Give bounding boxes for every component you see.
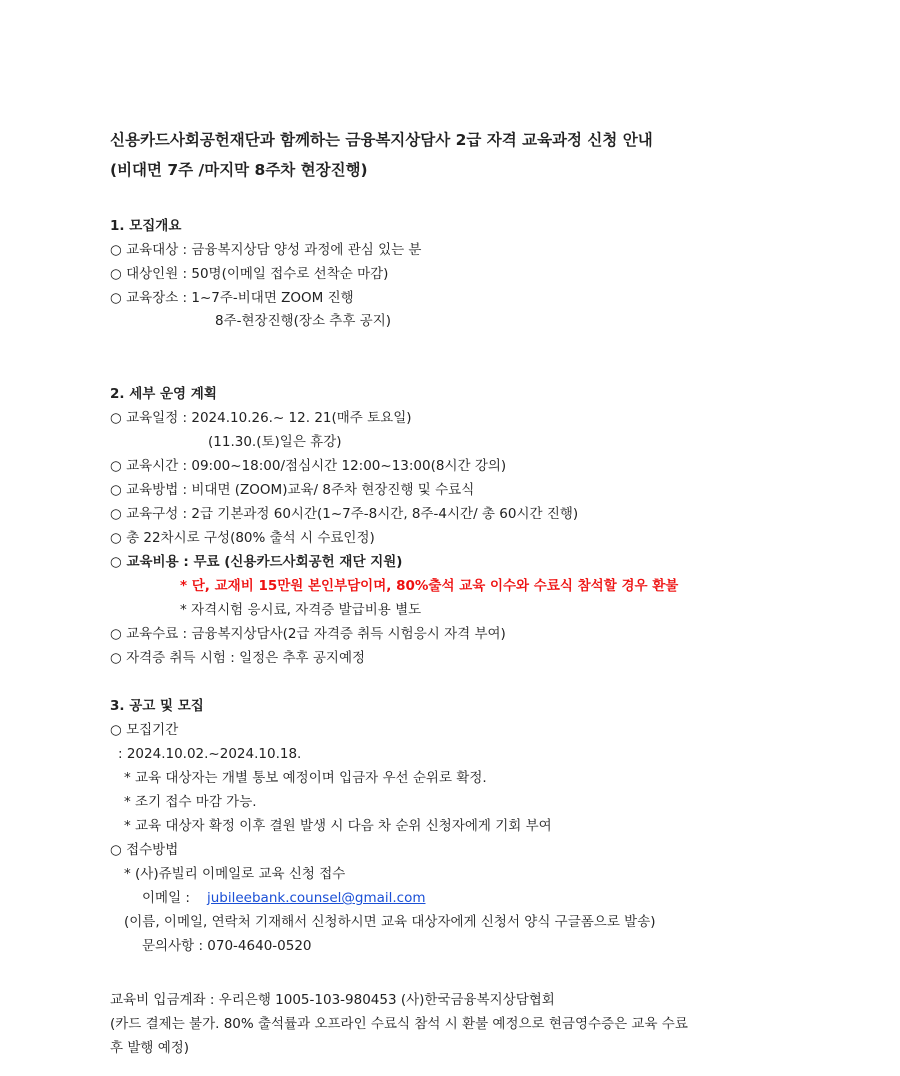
overview-location-week8: 8주-현장진행(장소 추후 공지) [215,313,392,329]
section-heading-overview: 1. 모집개요 [110,218,182,234]
section-heading-recruit: 3. 공고 및 모집 [110,698,204,714]
plan-schedule: ○ 교육일정 : 2024.10.26.~ 12. 21(매주 토요일) [110,410,412,426]
recruit-note-early-close: * 조기 접수 마감 가능. [124,794,257,810]
overview-capacity: ○ 대상인원 : 50명(이메일 접수로 선착순 마감) [110,266,389,282]
apply-method-label: ○ 접수방법 [110,842,179,858]
payment-note-cont: 후 발행 예정) [110,1040,190,1056]
plan-sessions: ○ 총 22차시로 구성(80% 출석 시 수료인정) [110,530,375,546]
recruit-note-vacancy: * 교육 대상자 확정 이후 결원 발생 시 다음 차 순위 신청자에게 기회 부여 [124,818,552,834]
apply-method-email-note: * (사)쥬빌리 이메일로 교육 신청 접수 [124,866,346,882]
plan-cost: ○ 교육비용 : 무료 (신용카드사회공헌 재단 지원) [110,554,403,570]
plan-structure: ○ 교육구성 : 2급 기본과정 60시간(1~7주-8시간, 8주-4시간/ 총 60시간 진행) [110,506,579,522]
overview-target: ○ 교육대상 : 금융복지상담 양성 과정에 관심 있는 분 [110,242,422,258]
recruit-period-label: ○ 모집기간 [110,722,179,738]
plan-cost-refund-note: * 단, 교재비 15만원 본인부담이며, 80%출석 교육 이수와 수료식 참석할 경우 환불 [180,578,679,594]
overview-location: ○ 교육장소 : 1~7주-비대면 ZOOM 진행 [110,290,354,306]
payment-note: (카드 결제는 불가. 80% 출석률과 오프라인 수료식 참석 시 환불 예정으로 현금영수증은 교육 수료 [110,1016,688,1032]
plan-exam: ○ 자격증 취득 시험 : 일정은 추후 공지예정 [110,650,366,666]
section-heading-plan: 2. 세부 운영 계획 [110,386,217,402]
payment-account: 교육비 입금계좌 : 우리은행 1005-103-980453 (사)한국금융복지상담협회 [110,992,555,1008]
apply-email-label: 이메일 : [142,890,190,906]
recruit-period-dates: : 2024.10.02.~2024.10.18. [118,746,302,762]
apply-email-link[interactable]: jubileebank.counsel@gmail.com [207,890,426,906]
plan-completion: ○ 교육수료 : 금융복지상담사(2급 자격증 취득 시험응시 자격 부여) [110,626,506,642]
recruit-note-selection: * 교육 대상자는 개별 통보 예정이며 입금자 우선 순위로 확정. [124,770,487,786]
document-title: 신용카드사회공헌재단과 함께하는 금융복지상담사 2급 자격 교육과정 신청 안내 [110,131,653,149]
contact-phone: 문의사항 : 070-4640-0520 [142,938,312,954]
plan-method: ○ 교육방법 : 비대면 (ZOOM)교육/ 8주차 현장진행 및 수료식 [110,482,475,498]
apply-instructions: (이름, 이메일, 연락처 기재해서 신청하시면 교육 대상자에게 신청서 양식 구글폼으로 발송) [124,914,656,930]
document-subtitle: (비대면 7주 /마지막 8주차 현장진행) [110,161,368,179]
plan-cost-exam-fee-note: * 자격시험 응시료, 자격증 발급비용 별도 [180,602,422,618]
plan-time: ○ 교육시간 : 09:00~18:00/점심시간 12:00~13:00(8시간 강의) [110,458,507,474]
plan-schedule-holiday: (11.30.(토)일은 휴강) [208,434,342,450]
